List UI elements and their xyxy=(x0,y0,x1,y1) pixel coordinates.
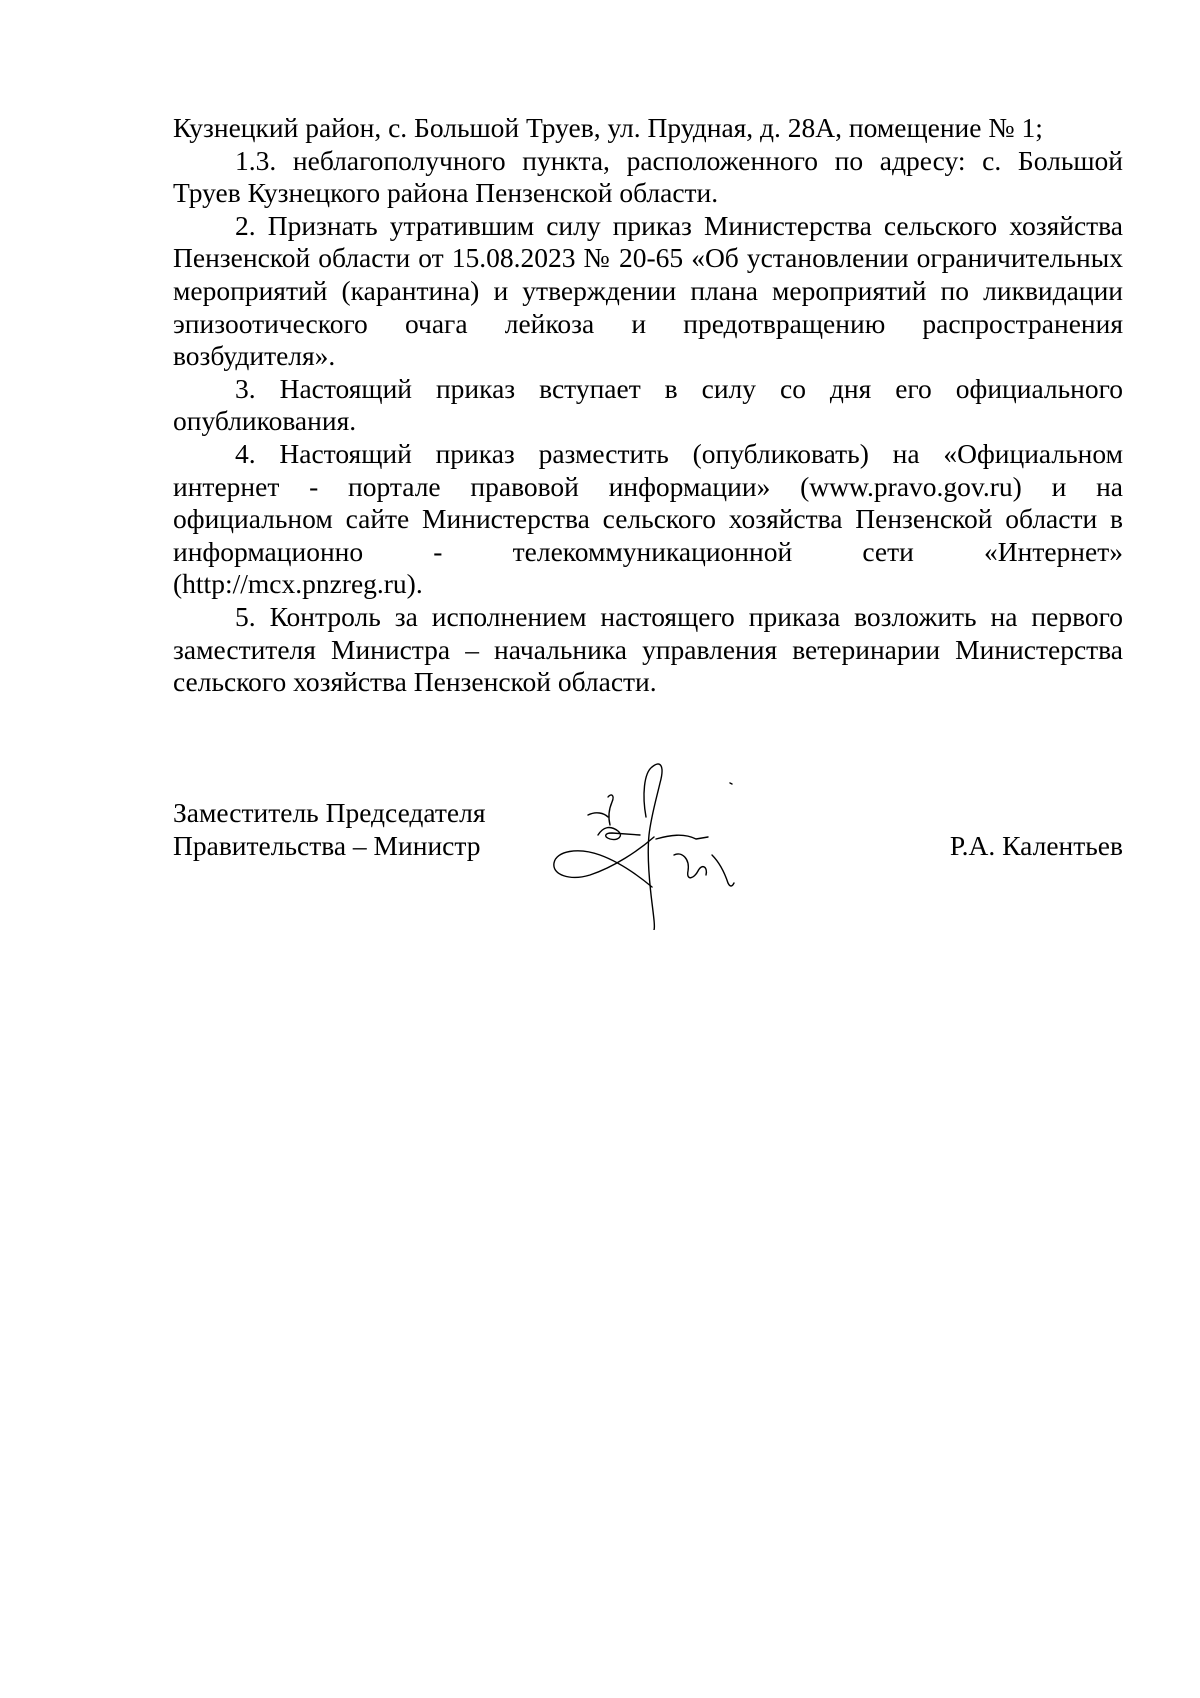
handwritten-signature-icon xyxy=(548,755,798,930)
signatory-position xyxy=(173,797,593,862)
paragraph-1-3: 1.3. неблагополучного пункта, расположенного по адресу: с. Большой Труев Кузнецкого района Пензенской области. xyxy=(173,144,1123,209)
signatory-position-line-1: Заместитель Председателя xyxy=(173,797,486,828)
document-body xyxy=(173,112,1123,699)
paragraph-2: 2. Признать утратившим силу приказ Министерства сельского хозяйства Пензенской области от 15.08.2023 № 20-65 «Об установлении ограничительных мероприятий (карантина) и утверждении плана мероприятий по ликвидации эпизоотического очага лейкоза и предотвращению распространения возбудителя». xyxy=(173,209,1123,372)
paragraph-address-continuation: Кузнецкий район, с. Большой Труев, ул. Прудная, д. 28А, помещение № 1; xyxy=(173,112,1043,143)
paragraph-4: 4. Настоящий приказ разместить (опубликовать) на «Официальном интернет - портале правовой информации» (www.pravo.gov.ru) и на официальном сайте Министерства сельского хозяйства Пензенской области в информационно - телекоммуникационной сети «Интернет» (http://mcx.pnzreg.ru). xyxy=(173,437,1123,600)
signatory-name: Р.А. Калентьев xyxy=(949,829,1123,861)
paragraph-5: 5. Контроль за исполнением настоящего приказа возложить на первого заместителя Министра – начальника управления ветеринарии Министерства сельского хозяйства Пензенской области. xyxy=(173,600,1123,698)
signatory-position-line-2: Правительства – Министр xyxy=(173,829,481,861)
paragraph-3: 3. Настоящий приказ вступает в силу со дня его официального опубликования. xyxy=(173,372,1123,437)
